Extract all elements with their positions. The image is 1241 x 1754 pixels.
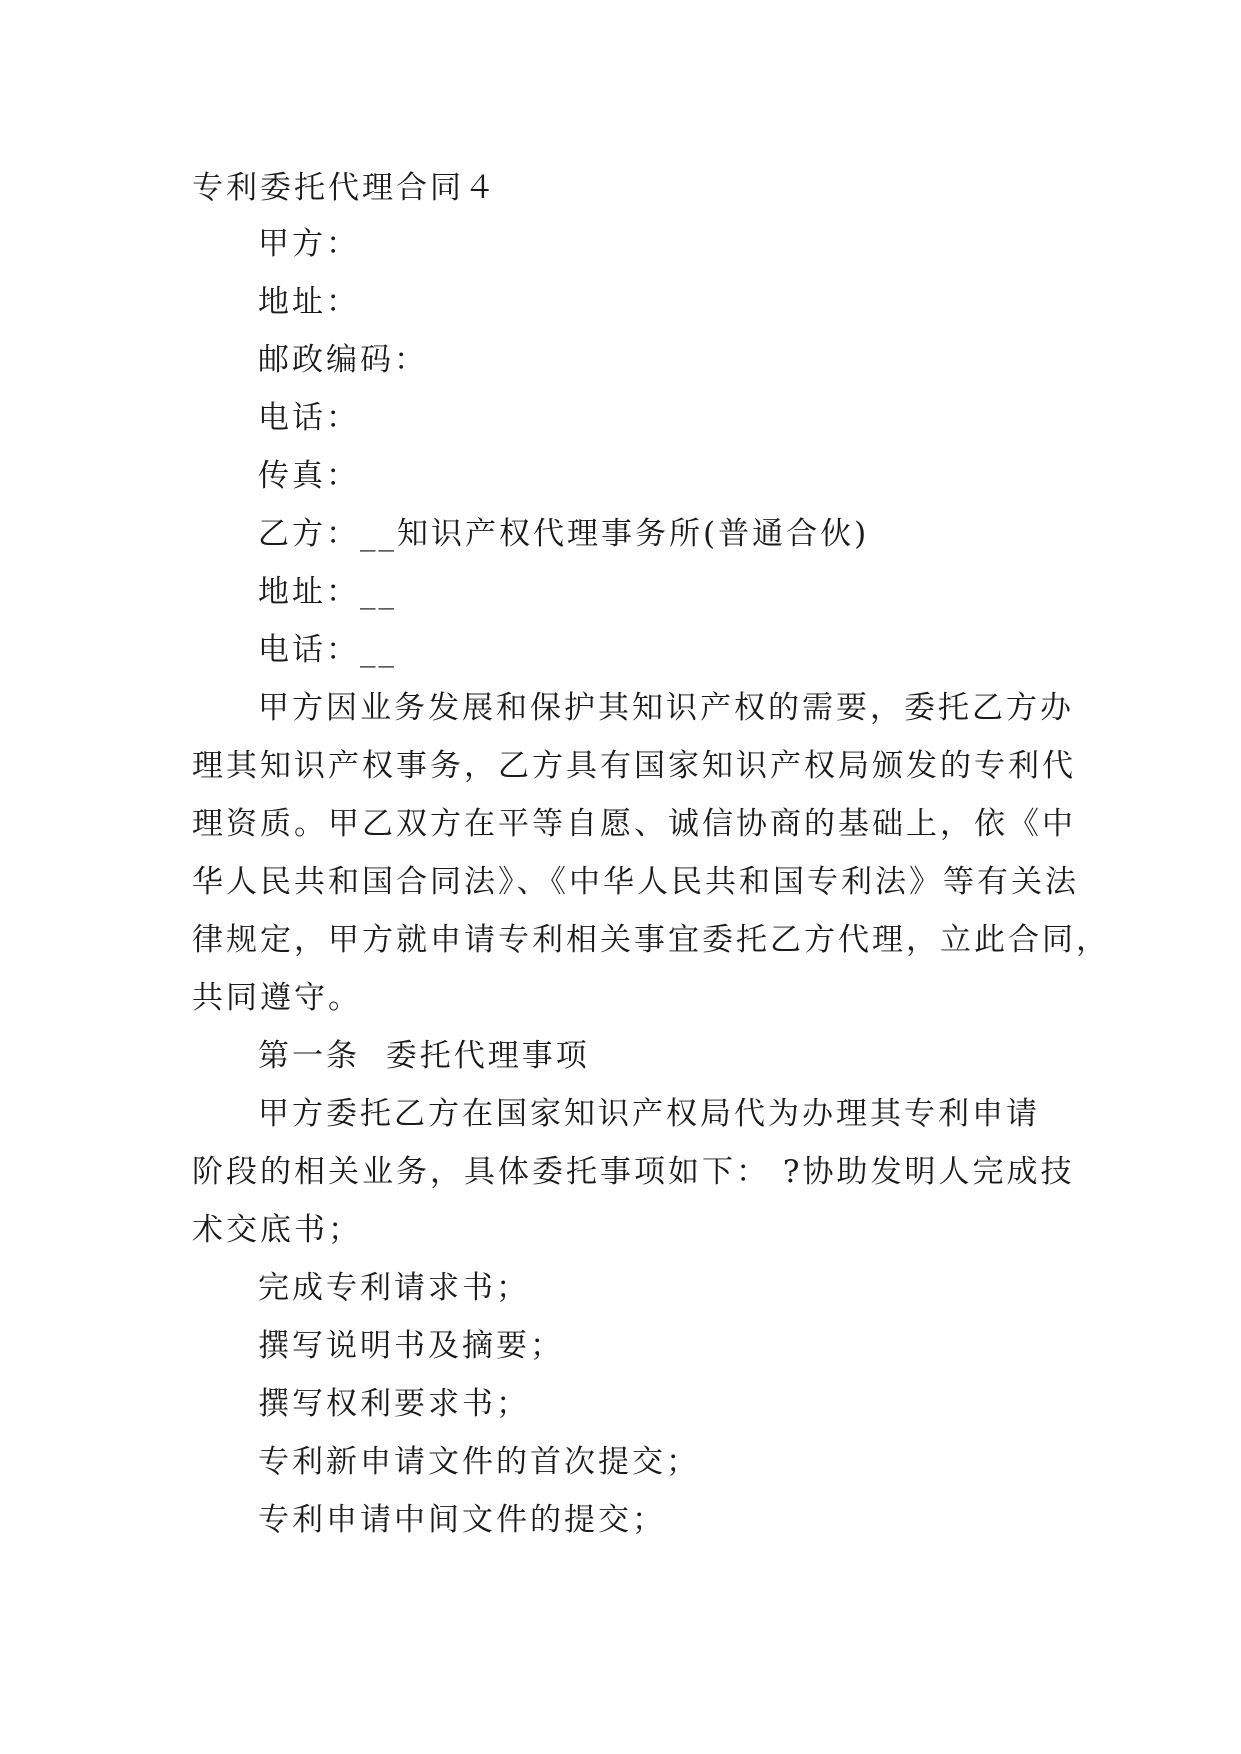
party-a-phone: 电话： — [258, 400, 360, 436]
article-1-body-line: 阶段的相关业务，具体委托事项如下： ?协助发明人完成技 — [192, 1154, 1075, 1190]
article-1-item: 专利新申请文件的首次提交； — [258, 1444, 700, 1480]
article-1-body-line: 术交底书； — [192, 1212, 362, 1248]
preamble-line: 华人民共和国合同法》、《中华人民共和国专利法》等有关法 — [192, 864, 1079, 900]
preamble-line: 共同遵守。 — [192, 980, 362, 1016]
article-1-item: 完成专利请求书； — [258, 1270, 530, 1306]
article-1-item: 专利申请中间文件的提交； — [258, 1502, 666, 1538]
preamble-line: 律规定，甲方就申请专利相关事宜委托乙方代理，立此合同， — [192, 922, 1110, 958]
party-a-address: 地址： — [258, 284, 360, 320]
document-title: 专利委托代理合同４ — [192, 170, 498, 206]
party-a-postcode: 邮政编码： — [258, 342, 428, 378]
article-1-item: 撰写说明书及摘要； — [258, 1328, 564, 1364]
article-1-item: 撰写权利要求书； — [258, 1386, 530, 1422]
party-a-fax: 传真： — [258, 458, 360, 494]
party-a-label: 甲方： — [258, 226, 360, 262]
preamble-line: 甲方因业务发展和保护其知识产权的需要，委托乙方办 — [258, 690, 1074, 726]
preamble-line: 理资质。甲乙双方在平等自愿、诚信协商的基础上，依《中 — [192, 806, 1076, 842]
preamble-line: 理其知识产权事务，乙方具有国家知识产权局颁发的专利代 — [192, 748, 1076, 784]
article-1-heading: 第一条 委托代理事项 — [258, 1038, 590, 1074]
party-b-phone: 电话：__ — [258, 632, 397, 668]
party-b-label: 乙方：__知识产权代理事务所(普通合伙) — [258, 516, 870, 552]
article-1-body-line: 甲方委托乙方在国家知识产权局代为办理其专利申请 — [258, 1096, 1040, 1132]
party-b-address: 地址：__ — [258, 574, 397, 610]
